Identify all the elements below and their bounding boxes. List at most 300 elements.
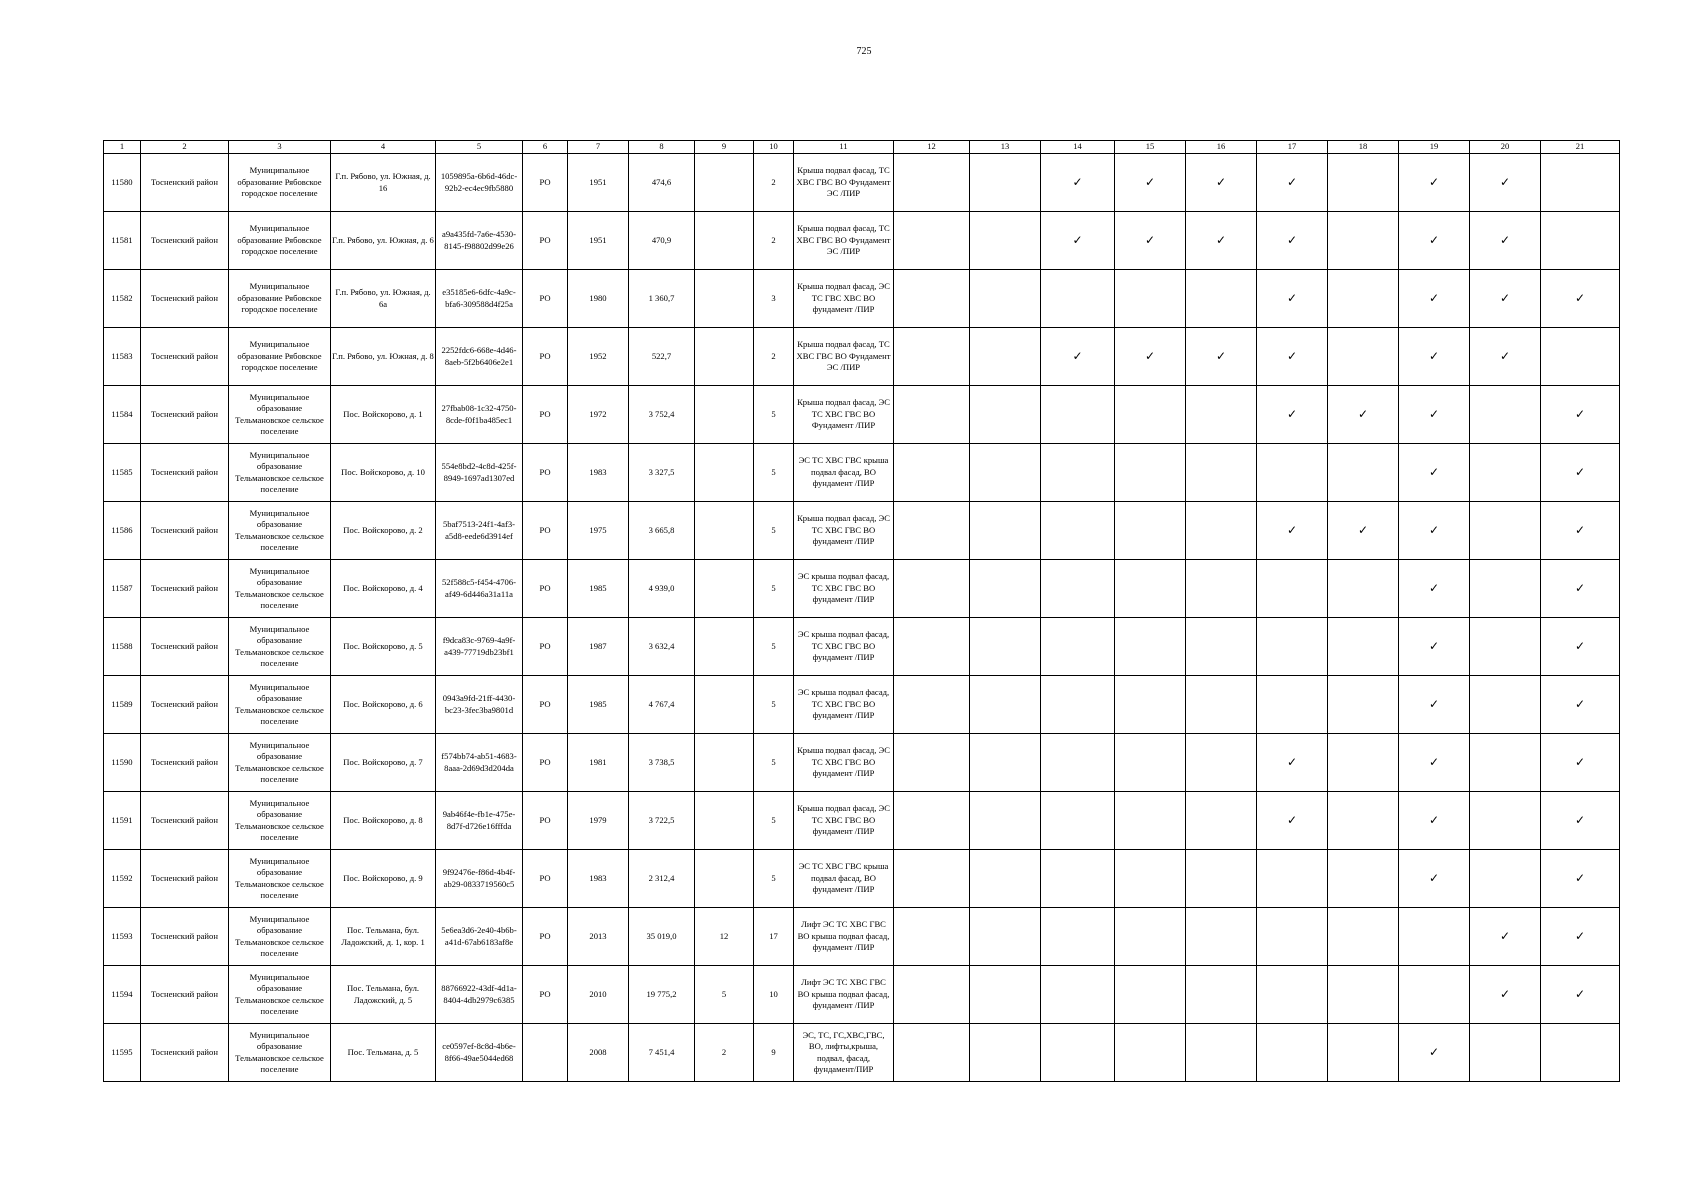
table-row bbox=[104, 966, 1620, 1024]
year-cell: 1952 bbox=[568, 328, 629, 386]
column-header-7: 7 bbox=[568, 141, 629, 154]
column-18-cell bbox=[1328, 908, 1399, 966]
column-19-cell bbox=[1399, 560, 1470, 618]
column-12-cell bbox=[894, 676, 970, 734]
column-header-2: 2 bbox=[141, 141, 229, 154]
column-10-cell: 2 bbox=[754, 154, 794, 212]
type-cell: РО bbox=[523, 966, 568, 1024]
column-10-cell: 5 bbox=[754, 560, 794, 618]
row-id-cell: 11589 bbox=[104, 676, 141, 734]
column-19-cell bbox=[1399, 676, 1470, 734]
area-cell: 3 738,5 bbox=[629, 734, 695, 792]
type-cell: РО bbox=[523, 618, 568, 676]
type-cell: РО bbox=[523, 734, 568, 792]
column-14-cell bbox=[1041, 386, 1115, 444]
address-cell: Пос. Тельмана, бул. Ладожский, д. 5 bbox=[331, 966, 436, 1024]
column-14-cell bbox=[1041, 618, 1115, 676]
column-12-cell bbox=[894, 560, 970, 618]
column-17-cell bbox=[1257, 386, 1328, 444]
column-17-cell bbox=[1257, 212, 1328, 270]
municipality-cell: Муниципальное образование Рябовское городское поселение bbox=[229, 328, 331, 386]
column-20-cell bbox=[1470, 966, 1541, 1024]
area-cell: 3 722,5 bbox=[629, 792, 695, 850]
year-cell: 1983 bbox=[568, 850, 629, 908]
column-header-9: 9 bbox=[695, 141, 754, 154]
column-21-cell bbox=[1541, 270, 1620, 328]
checkmark-icon: ✓ bbox=[1286, 754, 1298, 769]
column-16-cell bbox=[1186, 560, 1257, 618]
column-14-cell bbox=[1041, 850, 1115, 908]
column-18-cell bbox=[1328, 966, 1399, 1024]
checkmark-icon: ✓ bbox=[1286, 406, 1298, 421]
column-19-cell bbox=[1399, 444, 1470, 502]
row-id-cell: 11592 bbox=[104, 850, 141, 908]
column-19-cell bbox=[1399, 908, 1470, 966]
municipality-cell: Муниципальное образование Тельмановское сельское поселение bbox=[229, 792, 331, 850]
column-19-cell bbox=[1399, 212, 1470, 270]
column-10-cell: 5 bbox=[754, 676, 794, 734]
column-21-cell bbox=[1541, 792, 1620, 850]
column-12-cell bbox=[894, 734, 970, 792]
type-cell: РО bbox=[523, 850, 568, 908]
checkmark-icon: ✓ bbox=[1499, 174, 1511, 189]
works-cell: ЭС ТС ХВС ГВС крыша подвал фасад, ВО фундамент /ПИР bbox=[794, 444, 894, 502]
district-cell: Тосненский район bbox=[141, 444, 229, 502]
column-header-11: 11 bbox=[794, 141, 894, 154]
column-9-cell bbox=[695, 386, 754, 444]
checkmark-icon: ✓ bbox=[1428, 522, 1440, 537]
column-16-cell bbox=[1186, 328, 1257, 386]
column-header-12: 12 bbox=[894, 141, 970, 154]
checkmark-icon: ✓ bbox=[1574, 638, 1586, 653]
row-id-cell: 11588 bbox=[104, 618, 141, 676]
works-cell: Крыша подвал фасад, ЭС ТС ХВС ГВС ВО фундамент /ПИР bbox=[794, 502, 894, 560]
checkmark-icon: ✓ bbox=[1574, 290, 1586, 305]
column-17-cell bbox=[1257, 850, 1328, 908]
table-row bbox=[104, 502, 1620, 560]
checkmark-icon: ✓ bbox=[1574, 870, 1586, 885]
row-id-cell: 11586 bbox=[104, 502, 141, 560]
address-cell: Пос. Войскорово, д. 5 bbox=[331, 618, 436, 676]
column-15-cell bbox=[1115, 908, 1186, 966]
table-body bbox=[104, 154, 1620, 1082]
column-16-cell bbox=[1186, 444, 1257, 502]
checkmark-icon: ✓ bbox=[1357, 522, 1369, 537]
year-cell: 2008 bbox=[568, 1024, 629, 1082]
district-cell: Тосненский район bbox=[141, 1024, 229, 1082]
column-17-cell bbox=[1257, 154, 1328, 212]
year-cell: 1951 bbox=[568, 212, 629, 270]
table-row bbox=[104, 734, 1620, 792]
table-row bbox=[104, 386, 1620, 444]
column-15-cell bbox=[1115, 212, 1186, 270]
works-cell: Крыша подвал фасад, ЭС ТС ГВС ХВС ВО фундамент /ПИР bbox=[794, 270, 894, 328]
works-cell: ЭС ТС ХВС ГВС крыша подвал фасад, ВО фундамент /ПИР bbox=[794, 850, 894, 908]
row-id-cell: 11587 bbox=[104, 560, 141, 618]
column-header-19: 19 bbox=[1399, 141, 1470, 154]
checkmark-icon: ✓ bbox=[1574, 406, 1586, 421]
column-13-cell bbox=[970, 270, 1041, 328]
column-13-cell bbox=[970, 676, 1041, 734]
table-row bbox=[104, 618, 1620, 676]
column-14-cell bbox=[1041, 966, 1115, 1024]
checkmark-icon: ✓ bbox=[1499, 290, 1511, 305]
municipality-cell: Муниципальное образование Тельмановское сельское поселение bbox=[229, 1024, 331, 1082]
column-21-cell bbox=[1541, 386, 1620, 444]
address-cell: Пос. Тельмана, бул. Ладожский, д. 1, кор. 1 bbox=[331, 908, 436, 966]
column-12-cell bbox=[894, 444, 970, 502]
column-20-cell bbox=[1470, 792, 1541, 850]
column-9-cell bbox=[695, 560, 754, 618]
column-14-cell bbox=[1041, 1024, 1115, 1082]
column-15-cell bbox=[1115, 850, 1186, 908]
checkmark-icon: ✓ bbox=[1286, 174, 1298, 189]
address-cell: Пос. Войскорово, д. 1 bbox=[331, 386, 436, 444]
table-row bbox=[104, 328, 1620, 386]
guid-cell: a9a435fd-7a6e-4530-8145-f98802d99e26 bbox=[436, 212, 523, 270]
column-10-cell: 5 bbox=[754, 792, 794, 850]
column-18-cell bbox=[1328, 560, 1399, 618]
row-id-cell: 11591 bbox=[104, 792, 141, 850]
column-12-cell bbox=[894, 328, 970, 386]
column-21-cell bbox=[1541, 502, 1620, 560]
municipality-cell: Муниципальное образование Тельмановское сельское поселение bbox=[229, 850, 331, 908]
row-id-cell: 11585 bbox=[104, 444, 141, 502]
column-21-cell bbox=[1541, 734, 1620, 792]
column-16-cell bbox=[1186, 618, 1257, 676]
checkmark-icon: ✓ bbox=[1574, 986, 1586, 1001]
column-14-cell bbox=[1041, 154, 1115, 212]
column-14-cell bbox=[1041, 444, 1115, 502]
type-cell: РО bbox=[523, 502, 568, 560]
column-18-cell bbox=[1328, 676, 1399, 734]
checkmark-icon: ✓ bbox=[1499, 348, 1511, 363]
column-13-cell bbox=[970, 212, 1041, 270]
table-row bbox=[104, 676, 1620, 734]
guid-cell: f574bb74-ab51-4683-8aaa-2d69d3d204da bbox=[436, 734, 523, 792]
guid-cell: 0943a9fd-21ff-4430-bc23-3fec3ba9801d bbox=[436, 676, 523, 734]
column-18-cell bbox=[1328, 212, 1399, 270]
column-16-cell bbox=[1186, 270, 1257, 328]
column-19-cell bbox=[1399, 270, 1470, 328]
guid-cell: 1059895a-6b6d-46dc-92b2-ec4ec9fb5880 bbox=[436, 154, 523, 212]
column-header-10: 10 bbox=[754, 141, 794, 154]
column-13-cell bbox=[970, 560, 1041, 618]
column-10-cell: 10 bbox=[754, 966, 794, 1024]
column-9-cell bbox=[695, 328, 754, 386]
address-cell: Пос. Войскорово, д. 9 bbox=[331, 850, 436, 908]
checkmark-icon: ✓ bbox=[1574, 464, 1586, 479]
checkmark-icon: ✓ bbox=[1428, 754, 1440, 769]
column-15-cell bbox=[1115, 270, 1186, 328]
area-cell: 470,9 bbox=[629, 212, 695, 270]
column-20-cell bbox=[1470, 676, 1541, 734]
column-19-cell bbox=[1399, 386, 1470, 444]
column-19-cell bbox=[1399, 502, 1470, 560]
checkmark-icon: ✓ bbox=[1428, 464, 1440, 479]
column-15-cell bbox=[1115, 1024, 1186, 1082]
column-20-cell bbox=[1470, 908, 1541, 966]
column-18-cell bbox=[1328, 444, 1399, 502]
column-21-cell bbox=[1541, 966, 1620, 1024]
works-cell: Крыша подвал фасад, ТС ХВС ГВС ВО Фундамент ЭС /ПИР bbox=[794, 154, 894, 212]
column-16-cell bbox=[1186, 386, 1257, 444]
column-header-16: 16 bbox=[1186, 141, 1257, 154]
column-10-cell: 17 bbox=[754, 908, 794, 966]
district-cell: Тосненский район bbox=[141, 212, 229, 270]
checkmark-icon: ✓ bbox=[1072, 232, 1083, 247]
municipality-cell: Муниципальное образование Тельмановское сельское поселение bbox=[229, 560, 331, 618]
column-17-cell bbox=[1257, 444, 1328, 502]
column-15-cell bbox=[1115, 676, 1186, 734]
year-cell: 1985 bbox=[568, 560, 629, 618]
municipality-cell: Муниципальное образование Рябовское городское поселение bbox=[229, 154, 331, 212]
district-cell: Тосненский район bbox=[141, 270, 229, 328]
checkmark-icon: ✓ bbox=[1428, 580, 1440, 595]
column-13-cell bbox=[970, 734, 1041, 792]
column-17-cell bbox=[1257, 560, 1328, 618]
column-21-cell bbox=[1541, 908, 1620, 966]
column-14-cell bbox=[1041, 560, 1115, 618]
checkmark-icon: ✓ bbox=[1215, 348, 1227, 363]
district-cell: Тосненский район bbox=[141, 618, 229, 676]
checkmark-icon: ✓ bbox=[1499, 986, 1511, 1001]
column-21-cell bbox=[1541, 618, 1620, 676]
column-17-cell bbox=[1257, 792, 1328, 850]
checkmark-icon: ✓ bbox=[1286, 232, 1298, 247]
works-cell: Крыша подвал фасад, ТС ХВС ГВС ВО Фундамент ЭС /ПИР bbox=[794, 328, 894, 386]
type-cell: РО bbox=[523, 328, 568, 386]
type-cell: РО bbox=[523, 908, 568, 966]
column-17-cell bbox=[1257, 270, 1328, 328]
column-10-cell: 5 bbox=[754, 444, 794, 502]
column-18-cell bbox=[1328, 1024, 1399, 1082]
column-10-cell: 9 bbox=[754, 1024, 794, 1082]
address-cell: Пос. Тельмана, д. 5 bbox=[331, 1024, 436, 1082]
guid-cell: 52f588c5-f454-4706-af49-6d446a31a11a bbox=[436, 560, 523, 618]
year-cell: 1951 bbox=[568, 154, 629, 212]
area-cell: 4 767,4 bbox=[629, 676, 695, 734]
column-header-6: 6 bbox=[523, 141, 568, 154]
column-13-cell bbox=[970, 502, 1041, 560]
year-cell: 1983 bbox=[568, 444, 629, 502]
year-cell: 2013 bbox=[568, 908, 629, 966]
column-13-cell bbox=[970, 850, 1041, 908]
checkmark-icon: ✓ bbox=[1574, 812, 1586, 827]
row-id-cell: 11594 bbox=[104, 966, 141, 1024]
column-12-cell bbox=[894, 386, 970, 444]
column-21-cell bbox=[1541, 1024, 1620, 1082]
district-cell: Тосненский район bbox=[141, 502, 229, 560]
address-cell: Г.п. Рябово, ул. Южная, д. 16 bbox=[331, 154, 436, 212]
column-15-cell bbox=[1115, 154, 1186, 212]
column-17-cell bbox=[1257, 618, 1328, 676]
municipality-cell: Муниципальное образование Рябовское городское поселение bbox=[229, 270, 331, 328]
column-header-5: 5 bbox=[436, 141, 523, 154]
checkmark-icon: ✓ bbox=[1215, 232, 1227, 247]
column-9-cell bbox=[695, 734, 754, 792]
column-number-header-row bbox=[104, 141, 1620, 154]
row-id-cell: 11581 bbox=[104, 212, 141, 270]
works-cell: Лифт ЭС ТС ХВС ГВС ВО крыша подвал фасад, фундамент /ПИР bbox=[794, 966, 894, 1024]
column-9-cell bbox=[695, 676, 754, 734]
checkmark-icon: ✓ bbox=[1574, 696, 1586, 711]
year-cell: 1975 bbox=[568, 502, 629, 560]
column-17-cell bbox=[1257, 908, 1328, 966]
guid-cell: 554e8bd2-4c8d-425f-8949-1697ad1307ed bbox=[436, 444, 523, 502]
column-13-cell bbox=[970, 1024, 1041, 1082]
guid-cell: 9f92476e-f86d-4b4f-ab29-0833719560c5 bbox=[436, 850, 523, 908]
column-14-cell bbox=[1041, 676, 1115, 734]
column-19-cell bbox=[1399, 734, 1470, 792]
column-9-cell bbox=[695, 212, 754, 270]
column-16-cell bbox=[1186, 676, 1257, 734]
page-number: 725 bbox=[856, 46, 872, 57]
column-13-cell bbox=[970, 618, 1041, 676]
checkmark-icon: ✓ bbox=[1286, 812, 1298, 827]
column-21-cell bbox=[1541, 560, 1620, 618]
column-10-cell: 5 bbox=[754, 850, 794, 908]
column-19-cell bbox=[1399, 850, 1470, 908]
checkmark-icon: ✓ bbox=[1286, 522, 1298, 537]
column-13-cell bbox=[970, 328, 1041, 386]
column-10-cell: 2 bbox=[754, 328, 794, 386]
guid-cell: 5baf7513-24f1-4af3-a5d8-eede6d3914ef bbox=[436, 502, 523, 560]
column-header-15: 15 bbox=[1115, 141, 1186, 154]
column-17-cell bbox=[1257, 502, 1328, 560]
area-cell: 522,7 bbox=[629, 328, 695, 386]
column-20-cell bbox=[1470, 850, 1541, 908]
checkmark-icon: ✓ bbox=[1428, 812, 1440, 827]
district-cell: Тосненский район bbox=[141, 560, 229, 618]
checkmark-icon: ✓ bbox=[1574, 580, 1586, 595]
table-row bbox=[104, 270, 1620, 328]
municipality-cell: Муниципальное образование Тельмановское сельское поселение bbox=[229, 966, 331, 1024]
type-cell: РО bbox=[523, 676, 568, 734]
column-12-cell bbox=[894, 850, 970, 908]
checkmark-icon: ✓ bbox=[1574, 522, 1586, 537]
checkmark-icon: ✓ bbox=[1286, 348, 1298, 363]
district-cell: Тосненский район bbox=[141, 908, 229, 966]
column-18-cell bbox=[1328, 850, 1399, 908]
row-id-cell: 11593 bbox=[104, 908, 141, 966]
district-cell: Тосненский район bbox=[141, 792, 229, 850]
column-20-cell bbox=[1470, 1024, 1541, 1082]
column-14-cell bbox=[1041, 328, 1115, 386]
row-id-cell: 11595 bbox=[104, 1024, 141, 1082]
row-id-cell: 11580 bbox=[104, 154, 141, 212]
column-19-cell bbox=[1399, 792, 1470, 850]
checkmark-icon: ✓ bbox=[1072, 348, 1083, 363]
table-row bbox=[104, 850, 1620, 908]
column-9-cell: 12 bbox=[695, 908, 754, 966]
column-15-cell bbox=[1115, 502, 1186, 560]
district-cell: Тосненский район bbox=[141, 850, 229, 908]
works-cell: ЭС крыша подвал фасад, ТС ХВС ГВС ВО фундамент /ПИР bbox=[794, 560, 894, 618]
checkmark-icon: ✓ bbox=[1072, 174, 1083, 189]
column-21-cell bbox=[1541, 676, 1620, 734]
type-cell: РО bbox=[523, 270, 568, 328]
column-10-cell: 5 bbox=[754, 386, 794, 444]
type-cell: РО bbox=[523, 154, 568, 212]
works-cell: Крыша подвал фасад, ЭС ТС ХВС ГВС ВО фундамент /ПИР bbox=[794, 792, 894, 850]
guid-cell: f9dca83c-9769-4a9f-a439-77719db23bf1 bbox=[436, 618, 523, 676]
guid-cell: 27fbab08-1c32-4750-8cde-f0f1ba485ec1 bbox=[436, 386, 523, 444]
column-header-20: 20 bbox=[1470, 141, 1541, 154]
type-cell: РО bbox=[523, 792, 568, 850]
column-17-cell bbox=[1257, 966, 1328, 1024]
column-16-cell bbox=[1186, 212, 1257, 270]
guid-cell: 88766922-43df-4d1a-8404-4db2979c6385 bbox=[436, 966, 523, 1024]
type-cell: РО bbox=[523, 444, 568, 502]
column-21-cell bbox=[1541, 212, 1620, 270]
column-13-cell bbox=[970, 444, 1041, 502]
column-20-cell bbox=[1470, 618, 1541, 676]
column-10-cell: 2 bbox=[754, 212, 794, 270]
column-header-3: 3 bbox=[229, 141, 331, 154]
column-header-21: 21 bbox=[1541, 141, 1620, 154]
table-row bbox=[104, 154, 1620, 212]
address-cell: Г.п. Рябово, ул. Южная, д. 6 bbox=[331, 212, 436, 270]
column-16-cell bbox=[1186, 1024, 1257, 1082]
column-header-18: 18 bbox=[1328, 141, 1399, 154]
works-cell: ЭС крыша подвал фасад, ТС ХВС ГВС ВО фундамент /ПИР bbox=[794, 676, 894, 734]
column-14-cell bbox=[1041, 734, 1115, 792]
column-12-cell bbox=[894, 154, 970, 212]
column-19-cell bbox=[1399, 328, 1470, 386]
column-9-cell: 5 bbox=[695, 966, 754, 1024]
column-18-cell bbox=[1328, 386, 1399, 444]
area-cell: 474,6 bbox=[629, 154, 695, 212]
column-15-cell bbox=[1115, 560, 1186, 618]
column-15-cell bbox=[1115, 618, 1186, 676]
row-id-cell: 11582 bbox=[104, 270, 141, 328]
area-cell: 19 775,2 bbox=[629, 966, 695, 1024]
area-cell: 3 327,5 bbox=[629, 444, 695, 502]
column-9-cell bbox=[695, 502, 754, 560]
column-9-cell: 2 bbox=[695, 1024, 754, 1082]
checkmark-icon: ✓ bbox=[1428, 174, 1440, 189]
column-18-cell bbox=[1328, 734, 1399, 792]
checkmark-icon: ✓ bbox=[1574, 928, 1586, 943]
column-14-cell bbox=[1041, 270, 1115, 328]
column-20-cell bbox=[1470, 444, 1541, 502]
column-15-cell bbox=[1115, 966, 1186, 1024]
checkmark-icon: ✓ bbox=[1144, 348, 1156, 363]
column-19-cell bbox=[1399, 966, 1470, 1024]
municipality-cell: Муниципальное образование Тельмановское сельское поселение bbox=[229, 444, 331, 502]
checkmark-icon: ✓ bbox=[1428, 348, 1440, 363]
column-18-cell bbox=[1328, 792, 1399, 850]
column-15-cell bbox=[1115, 386, 1186, 444]
type-cell: РО bbox=[523, 386, 568, 444]
column-16-cell bbox=[1186, 850, 1257, 908]
table-row bbox=[104, 444, 1620, 502]
year-cell: 1985 bbox=[568, 676, 629, 734]
area-cell: 3 752,4 bbox=[629, 386, 695, 444]
column-19-cell bbox=[1399, 1024, 1470, 1082]
year-cell: 2010 bbox=[568, 966, 629, 1024]
column-17-cell bbox=[1257, 676, 1328, 734]
year-cell: 1979 bbox=[568, 792, 629, 850]
checkmark-icon: ✓ bbox=[1428, 290, 1440, 305]
checkmark-icon: ✓ bbox=[1286, 290, 1298, 305]
column-21-cell bbox=[1541, 850, 1620, 908]
column-20-cell bbox=[1470, 560, 1541, 618]
municipality-cell: Муниципальное образование Тельмановское сельское поселение bbox=[229, 618, 331, 676]
column-21-cell bbox=[1541, 444, 1620, 502]
area-cell: 2 312,4 bbox=[629, 850, 695, 908]
